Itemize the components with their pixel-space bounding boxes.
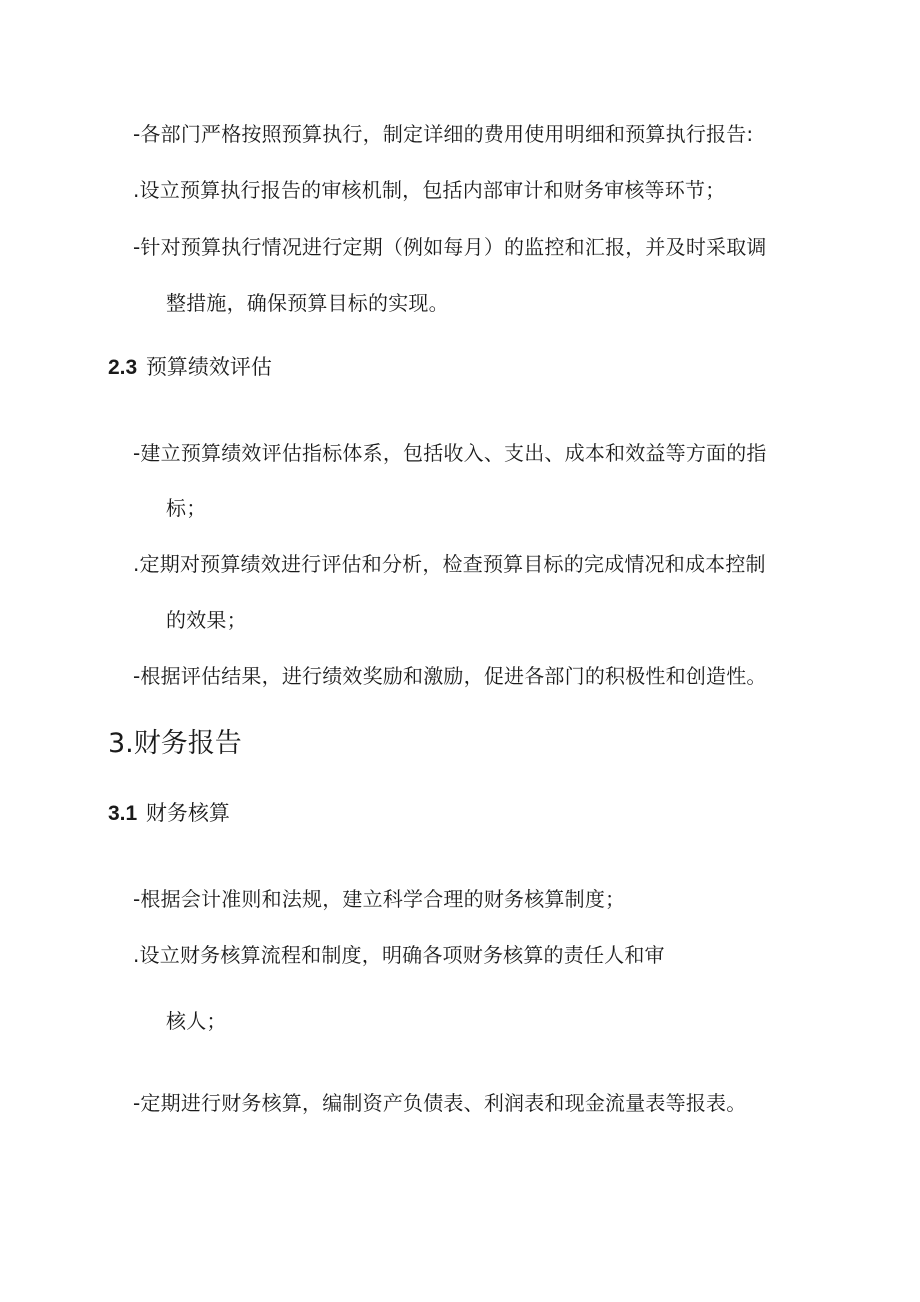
section-number: 3.1 xyxy=(108,802,138,825)
paragraph-line-continuation: 整措施，确保预算目标的实现。 xyxy=(166,291,449,315)
paragraph-line: .设立预算执行报告的审核机制，包括内部审计和财务审核等环节； xyxy=(133,178,726,202)
paragraph-line-continuation: 核人； xyxy=(166,1009,227,1033)
paragraph-line: .定期对预算绩效进行评估和分析，检查预算目标的完成情况和成本控制 xyxy=(133,552,766,576)
section-number: 2.3 xyxy=(108,356,138,379)
chapter-heading: 3.财务报告 xyxy=(108,728,242,759)
paragraph-line: .设立财务核算流程和制度，明确各项财务核算的责任人和审 xyxy=(133,943,665,967)
paragraph-line: -各部门严格按照预算执行，制定详细的费用使用明细和预算执行报告: xyxy=(133,122,754,146)
section-heading-3-1 xyxy=(108,799,230,828)
paragraph-line: -针对预算执行情况进行定期（例如每月）的监控和汇报，并及时采取调 xyxy=(133,235,767,259)
paragraph-line: -根据会计准则和法规，建立科学合理的财务核算制度； xyxy=(133,887,626,911)
paragraph-line: -建立预算绩效评估指标体系，包括收入、支出、成本和效益等方面的指 xyxy=(133,441,767,465)
section-heading-2-3 xyxy=(108,353,272,382)
paragraph-line-continuation: 标； xyxy=(166,496,207,520)
paragraph-line-continuation: 的效果； xyxy=(166,608,247,632)
paragraph-line: -根据评估结果，进行绩效奖励和激励，促进各部门的积极性和创造性。 xyxy=(133,664,767,688)
paragraph-line: -定期进行财务核算，编制资产负债表、利润表和现金流量表等报表。 xyxy=(133,1091,747,1115)
section-title: 财务核算 xyxy=(145,801,230,825)
section-title: 预算绩效评估 xyxy=(145,355,272,379)
